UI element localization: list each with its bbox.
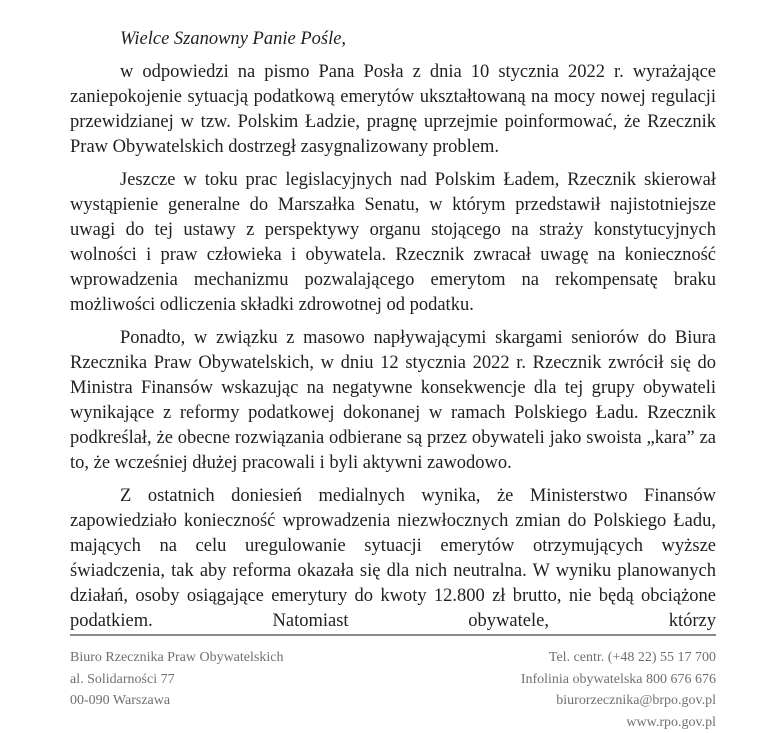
footer-address-block bbox=[70, 647, 283, 712]
footer-phone: Tel. centr. (+48 22) 55 17 700 bbox=[521, 647, 716, 669]
letter-footer bbox=[70, 634, 716, 733]
footer-hotline: Infolinia obywatelska 800 676 676 bbox=[521, 669, 716, 691]
footer-office-name: Biuro Rzecznika Praw Obywatelskich bbox=[70, 647, 283, 669]
paragraph-4: Z ostatnich doniesień medialnych wynika, że Ministerstwo Finansów zapowiedziało konieczność wprowadzenia niezwłocznych zmian do Polskiego Ładu, mających na celu uregulowanie sytuacji emerytów otrzymujących wyższe świadczenia, tak aby reforma okazała się dla nich neutralna. W wyniku planowanych działań, osoby osiągające emerytury do kwoty 12.800 zł brutto, nie będą obciążone podatkiem. Natomiast obywatele, którzy bbox=[70, 484, 716, 634]
paragraph-2: Jeszcze w toku prac legislacyjnych nad Polskim Ładem, Rzecznik skierował wystąpienie generalne do Marszałka Senatu, w którym przedstawił najistotniejsze uwagi do tej ustawy z perspektywy organu stojącego na straży konstytucyjnych wolności i praw człowieka i obywatela. Rzecznik zwracał uwagę na konieczność wprowadzenia mechanizmu pozwalającego emerytom na rekompensatę braku możliwości odliczenia składki zdrowotnej od podatku. bbox=[70, 168, 716, 318]
footer-city: 00-090 Warszawa bbox=[70, 690, 283, 712]
paragraph-3: Ponadto, w związku z masowo napływającymi skargami seniorów do Biura Rzecznika Praw Obywatelskich, w dniu 12 stycznia 2022 r. Rzecznik zwrócił się do Ministra Finansów wskazując na negatywne konsekwencje dla tej grupy obywateli wynikające z reformy podatkowej dokonanej w ramach Polskiego Ładu. Rzecznik podkreślał, że obecne rozwiązania odbierane są przez obywateli jako swoista „kara” za to, że wcześniej dłużej pracowali i byli aktywni zawodowo. bbox=[70, 326, 716, 476]
footer-street: al. Solidarności 77 bbox=[70, 669, 283, 691]
footer-email: biurorzecznika@brpo.gov.pl bbox=[521, 690, 716, 712]
paragraph-1: w odpowiedzi na pismo Pana Posła z dnia 10 stycznia 2022 r. wyrażające zaniepokojenie sytuacją podatkową emerytów ukształtowaną na mocy nowej regulacji przewidzianej w tzw. Polskim Ładzie, pragnę uprzejmie poinformować, że Rzecznik Praw Obywatelskich dostrzegł zasygnalizowany problem. bbox=[70, 60, 716, 160]
salutation: Wielce Szanowny Panie Pośle, bbox=[70, 27, 716, 52]
footer-website: www.rpo.gov.pl bbox=[521, 712, 716, 733]
footer-contact-block bbox=[521, 647, 716, 733]
